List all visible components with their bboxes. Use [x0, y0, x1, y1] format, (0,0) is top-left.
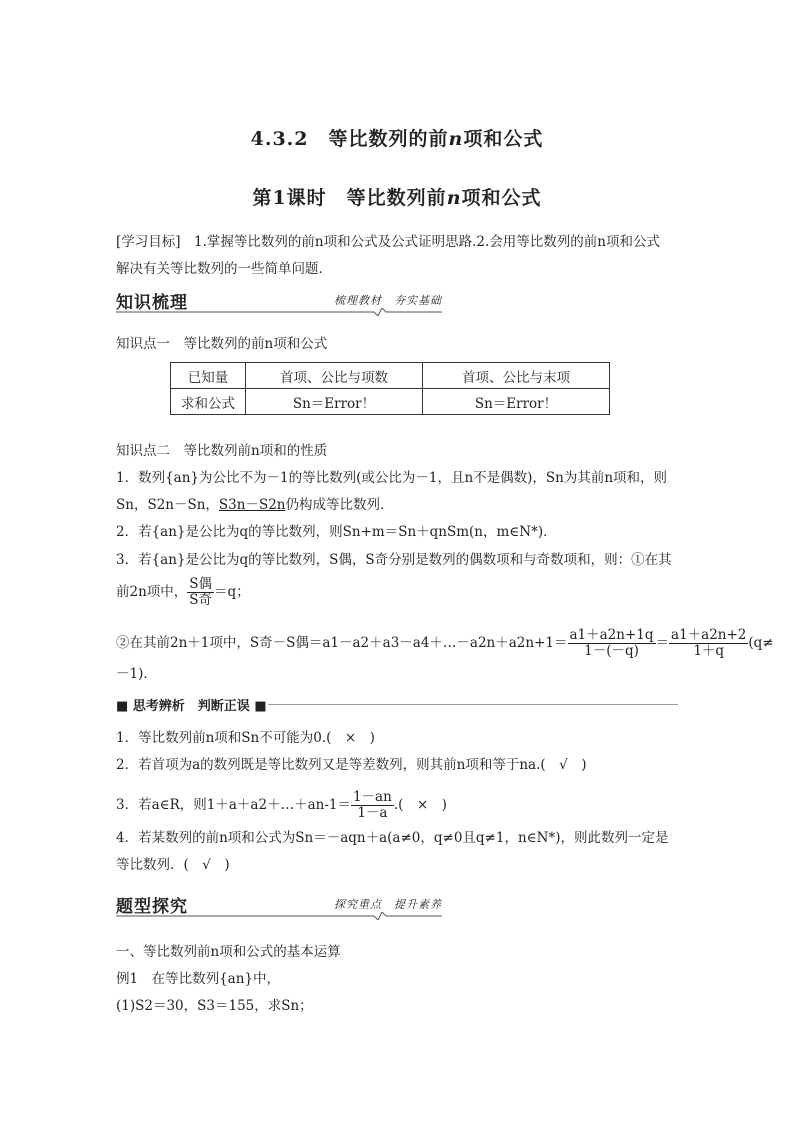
table-header-cell: 已知量: [171, 363, 246, 389]
section-header-knowledge: [116, 288, 442, 316]
judgement-4-line-1: 4．若某数列的前n项和公式为Sn＝－aqn＋a(a≠0，q≠0且q≠1，n∈N*)，则此数列一定是: [116, 830, 669, 846]
fraction: $\frac{1-an}{1-a}$: [352, 789, 392, 821]
property-3-odd-case-end: －1)．: [116, 666, 157, 682]
property-1-line-1: 1．数列{an}为公比不为－1的等比数列(或公比为－1，且n不是偶数)，Sn为其前n项和，则: [116, 470, 668, 486]
part-1-heading: 一、等比数列前n项和公式的基本运算: [116, 944, 341, 960]
page-subtitle: 第1课时 等比数列前n项和公式: [252, 187, 542, 209]
section-divider: [116, 308, 442, 316]
property-3-line-1: 3．若{an}是公比为q的等比数列，S偶，S奇分别是数列的偶数项和与奇数项和，则：①在其: [116, 552, 672, 568]
example-1: 例1 在等比数列{an}中，: [116, 971, 281, 987]
judgement-2: 2．若首项为a的数列既是等比数列又是等差数列，则其前n项和等于na.( √ ): [116, 757, 587, 773]
property-3-odd-case: ②在其前2n＋1项中，S奇－S偶＝a1－a2＋a3－a4＋…－a2n＋a2n+1＝ $\frac{a1+a2n+1q}{1-(-q)}$ ＝ $\frac{a1+a2n+2}{1+q}$ (q≠: [116, 627, 774, 659]
section-header-explore: [116, 892, 442, 920]
table-header-cell: 首项、公比与末项: [423, 363, 610, 389]
example-1-question-1: (1)S2＝30，S3＝155，求Sn；: [116, 998, 313, 1014]
section-tag: 探究重点 提升素养: [334, 898, 442, 911]
judgement-3: 3．若a∈R，则1＋a＋a2＋…＋an-1＝ $\frac{1-an}{1-a}$ .( × ): [116, 789, 447, 821]
section-tag: 梳理教材 夯实基础: [334, 294, 442, 307]
property-2: 2．若{an}是公比为q的等比数列，则Sn+m＝Sn＋qnSm(n，m∈N*)．: [116, 524, 557, 540]
table-cell: Sn＝Error！: [423, 389, 610, 415]
fraction: $\frac{a1+a2n+1q}{1-(-q)}$: [569, 627, 654, 659]
think-label: ■ 思考辨析 判断正误 ■: [116, 699, 267, 714]
objectives-line-2: 解决有关等比数列的一些简单问题．: [116, 261, 332, 277]
sum-formula-table: [170, 362, 610, 415]
judgement-4-line-2: 等比数列．( √ ): [116, 857, 230, 873]
page-title: 4.3.2 等比数列的前n项和公式: [250, 128, 544, 150]
table-cell: Sn＝Error！: [246, 389, 423, 415]
judgement-1: 1．等比数列前n项和Sn不可能为0.( × ): [116, 730, 375, 746]
table-row-label: 求和公式: [171, 389, 246, 415]
property-3-line-2: 前2n项中， $\frac{\text{S偶}}{\text{S奇}}$ ＝q；: [116, 576, 250, 608]
section-title: 知识梳理: [116, 293, 188, 313]
fraction: $\frac{\text{S偶}}{\text{S奇}}$: [189, 576, 213, 608]
think-divider: [268, 704, 678, 705]
think-section-header: [116, 695, 680, 715]
fraction: $\frac{a1+a2n+2}{1+q}$: [671, 627, 747, 659]
knowledge-point-1-heading: 知识点一 等比数列的前n项和公式: [116, 336, 328, 352]
section-title: 题型探究: [116, 897, 188, 917]
table-header-cell: 首项、公比与项数: [246, 363, 423, 389]
knowledge-point-2-heading: 知识点二 等比数列前n项和的性质: [116, 443, 328, 459]
table-row: [171, 363, 610, 389]
objectives-line-1: [学习目标] 1.掌握等比数列的前n项和公式及公式证明思路.2.会用等比数列的前n项和公式: [116, 234, 660, 250]
section-divider: [116, 912, 442, 920]
property-1-line-2: Sn，S2n－Sn，S3n－S2n仍构成等比数列．: [116, 497, 394, 513]
table-row: [171, 389, 610, 415]
